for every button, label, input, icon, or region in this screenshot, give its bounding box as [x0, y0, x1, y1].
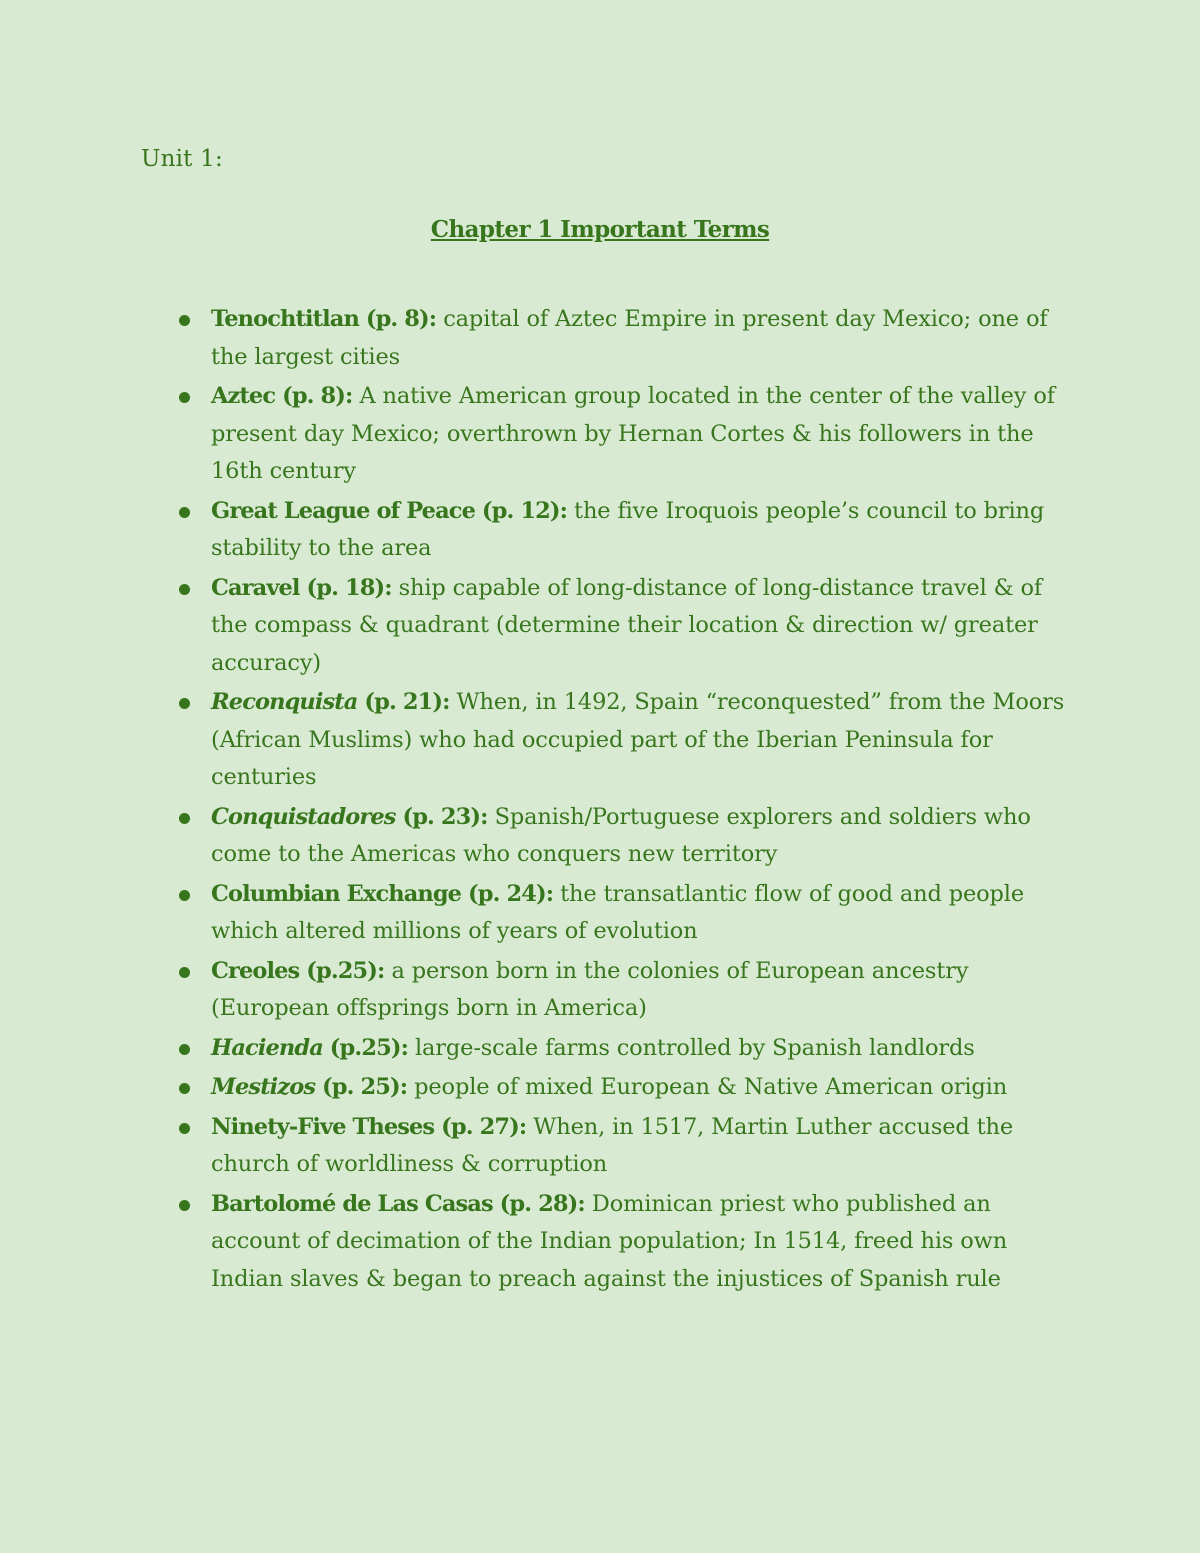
bullet-icon: [179, 890, 190, 901]
bullet-icon: [179, 1123, 190, 1134]
term-definition: A native American group located in the center of the valley of present day Mexico; overthrown by Hernan Cortes & his followers in the 16th century: [211, 383, 1055, 484]
bullet-icon: [179, 1200, 190, 1211]
term-item-columbian-exchange: [211, 876, 1081, 951]
term-name: Caravel: [211, 574, 300, 601]
unit-label: Unit 1:: [141, 146, 223, 172]
term-definition: the five Iroquois people’s council to bring stability to the area: [211, 497, 1045, 561]
bullet-icon: [179, 584, 190, 595]
term-name: Conquistadores: [211, 803, 396, 830]
term-name: Columbian Exchange: [211, 880, 462, 907]
term-item-mestizos: [211, 1069, 1081, 1107]
term-name: Creoles: [211, 957, 300, 984]
term-definition: the transatlantic flow of good and people which altered millions of years of evolution: [211, 880, 1024, 944]
term-definition: When, in 1492, Spain “reconquested” from the Moors (African Muslims) who had occupied part of the Iberian Peninsula for centuries: [211, 689, 1065, 790]
bullet-icon: [179, 967, 190, 978]
bullet-icon: [179, 507, 190, 518]
term-page: (p.25):: [322, 1034, 408, 1061]
term-item-great-league-of-peace: [211, 493, 1081, 568]
term-name: Tenochtitlan: [211, 306, 359, 332]
term-page: (p. 8):: [358, 306, 437, 332]
term-name: Reconquista: [211, 689, 358, 715]
bullet-icon: [179, 1083, 190, 1094]
term-definition: ship capable of long-distance of long-distance travel & of the compass & quadrant (determine their location & direction w/ greater accuracy): [211, 574, 1043, 676]
term-name: Ninety-Five Theses: [211, 1113, 435, 1140]
term-page: (p. 23):: [395, 803, 488, 830]
term-page: (p. 18):: [299, 574, 392, 601]
term-item-creoles: [211, 953, 1081, 1028]
term-page: (p. 28):: [492, 1190, 585, 1217]
term-page: (p. 27):: [434, 1113, 527, 1140]
bullet-icon: [179, 1044, 190, 1055]
term-item-caravel: [211, 570, 1081, 683]
term-name: Bartolomé de Las Casas: [211, 1190, 493, 1217]
term-page: (p.25):: [299, 957, 385, 984]
term-page: (p. 25):: [315, 1074, 408, 1100]
term-page: (p. 21):: [357, 689, 450, 715]
term-definition: people of mixed European & Native American origin: [407, 1074, 1008, 1100]
term-item-hacienda: [211, 1030, 1081, 1068]
term-name: Aztec: [211, 383, 276, 409]
term-page: (p. 12):: [475, 497, 568, 524]
term-item-reconquista: [211, 684, 1081, 797]
term-definition: capital of Aztec Empire in present day Mexico; one of the largest cities: [211, 306, 1048, 370]
term-definition: large-scale farms controlled by Spanish landlords: [407, 1034, 975, 1061]
term-page: (p. 8):: [275, 383, 353, 409]
term-definition: Dominican priest who published an account of decimation of the Indian population; In 1514, freed his own Indian slaves & began to preach against the injustices of Spanish rule: [211, 1190, 1008, 1292]
term-page: (p. 24):: [461, 880, 554, 907]
bullet-icon: [179, 392, 190, 403]
term-definition: a person born in the colonies of European ancestry (European offsprings born in America): [211, 957, 969, 1021]
term-definition: Spanish/Portuguese explorers and soldiers who come to the Americas who conquers new territory: [211, 803, 1031, 867]
term-name: Hacienda: [211, 1034, 323, 1061]
terms-list: [211, 301, 1081, 1300]
term-name: Mestizos: [211, 1074, 316, 1100]
term-item-tenochtitlan: [211, 301, 1081, 376]
term-name: Great League of Peace: [211, 497, 475, 524]
chapter-title: Chapter 1 Important Terms: [430, 216, 770, 243]
bullet-icon: [179, 813, 190, 824]
bullet-icon: [179, 698, 190, 709]
term-item-bartolome-de-las-casas: [211, 1186, 1081, 1299]
term-item-conquistadores: [211, 799, 1081, 874]
term-item-aztec: [211, 378, 1081, 491]
term-definition: When, in 1517, Martin Luther accused the church of worldliness & corruption: [211, 1113, 1014, 1177]
term-item-ninety-five-theses: [211, 1109, 1081, 1184]
bullet-icon: [179, 315, 190, 326]
